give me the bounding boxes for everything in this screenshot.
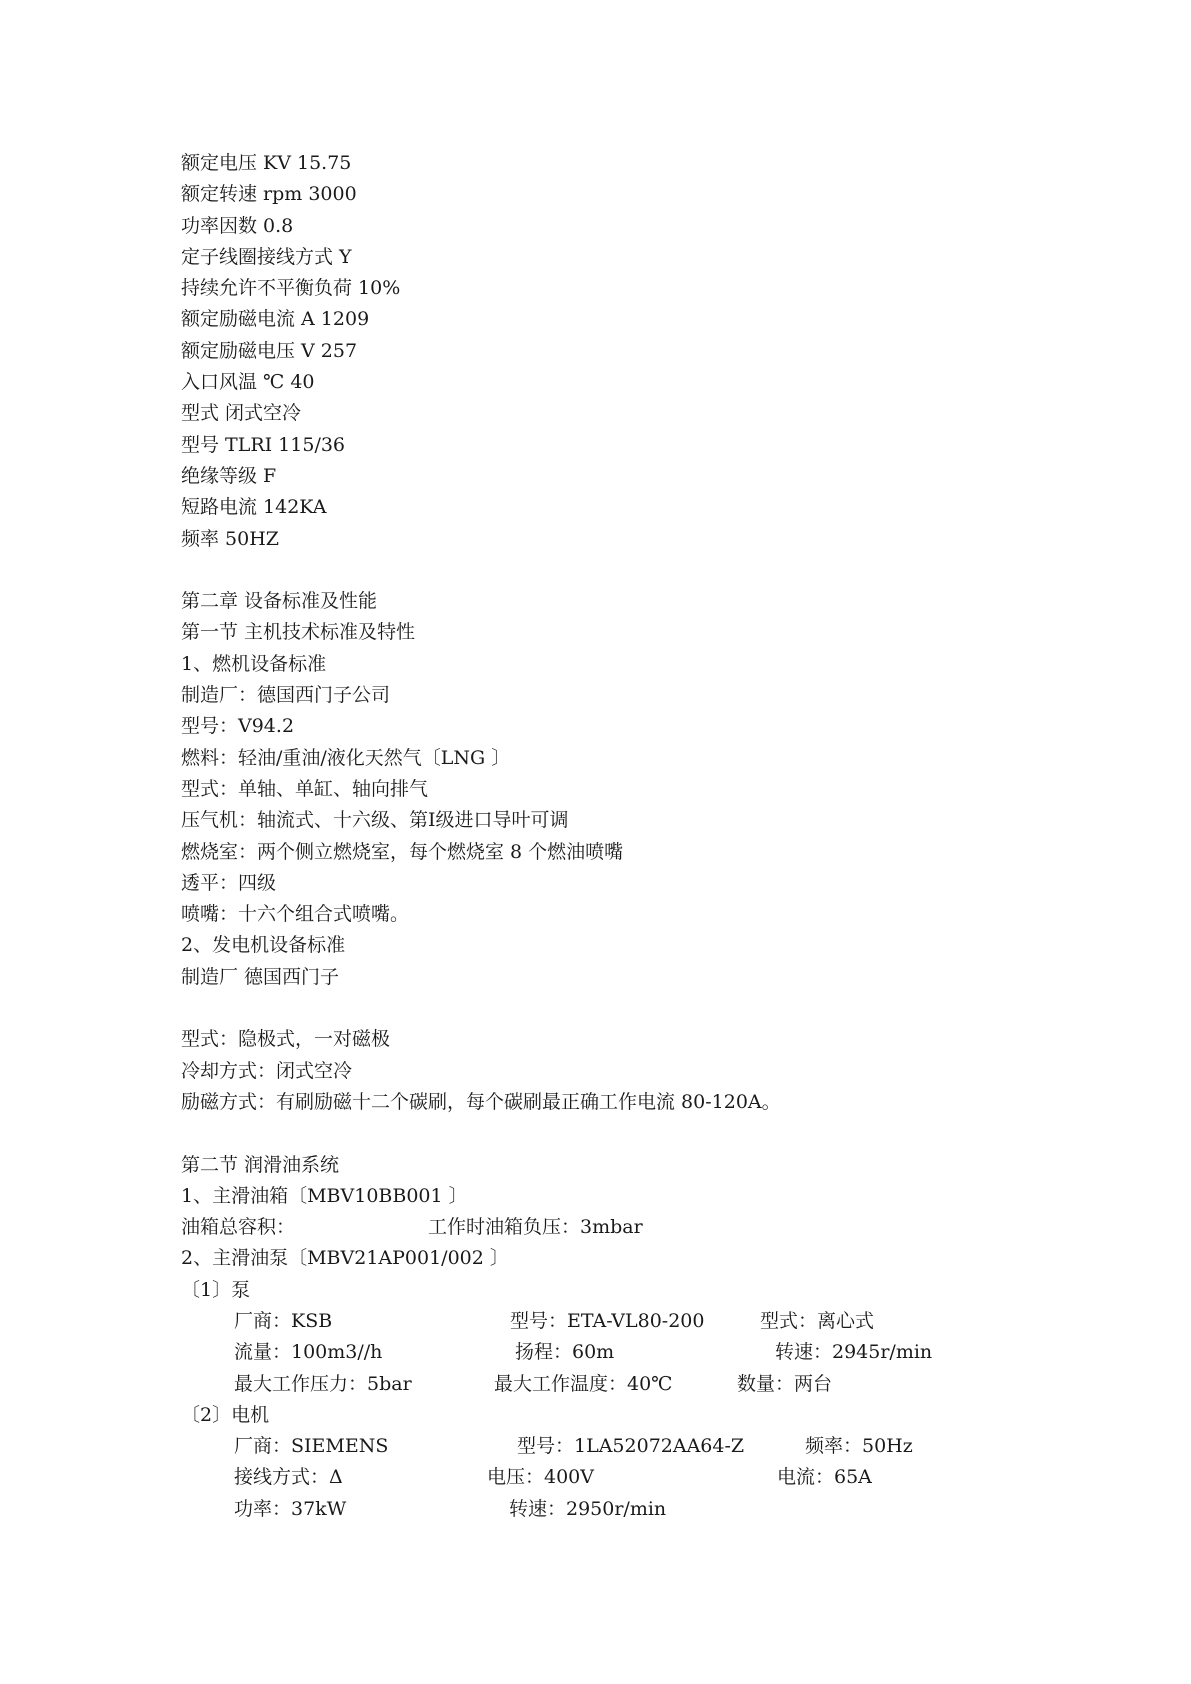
generator-detail-line: 型式：隐极式，一对磁极 <box>181 1028 391 1051</box>
motor-voltage: 电压：400V <box>487 1466 594 1489</box>
motor-power: 功率：37kW <box>234 1497 347 1520</box>
spec-line: 功率因数 0.8 <box>181 214 294 237</box>
turbine-spec-line: 燃料：轻油/重油/液化天然气〔LNG 〕 <box>181 746 511 769</box>
turbine-spec-line: 喷嘴：十六个组合式喷嘴。 <box>181 903 410 926</box>
pump-spec-row <box>181 1306 1081 1337</box>
motor-spec-row <box>181 1431 1081 1462</box>
pump-spec-row <box>181 1369 1081 1400</box>
chapter-title: 第二章 设备标准及性能 <box>181 590 378 613</box>
turbine-spec-list <box>181 680 1081 930</box>
blank-line <box>181 1118 1081 1149</box>
pump-spec-row <box>181 1337 1081 1368</box>
spec-line: 型号 TLRI 115/36 <box>181 433 346 456</box>
motor-subheading: 〔2〕电机 <box>181 1403 270 1426</box>
turbine-spec-line: 透平：四级 <box>181 871 277 894</box>
spec-line: 额定转速 rpm 3000 <box>181 183 357 206</box>
generator-detail-line: 冷却方式：闭式空冷 <box>181 1059 353 1082</box>
generator-heading: 2、发电机设备标准 <box>181 934 346 957</box>
turbine-spec-line: 制造厂：德国西门子公司 <box>181 684 391 707</box>
section-title: 第一节 主机技术标准及特性 <box>181 621 416 644</box>
turbine-spec-line: 压气机：轴流式、十六级、第Ⅰ级进口导叶可调 <box>181 809 569 832</box>
generator-detail-line: 励磁方式：有刷励磁十二个碳刷，每个碳刷最正确工作电流 80-120A。 <box>181 1090 781 1113</box>
document-body <box>181 148 1081 1525</box>
spec-line: 持续允许不平衡负荷 10% <box>181 277 401 300</box>
oil-tank-heading: 1、主滑油箱〔MBV10BB001 〕 <box>181 1184 468 1207</box>
pump-max-temperature: 最大工作温度：40℃ <box>494 1372 673 1395</box>
blank-line <box>181 993 1081 1024</box>
oil-tank-pressure: 工作时油箱负压：3mbar <box>428 1216 643 1239</box>
turbine-spec-line: 型式：单轴、单缸、轴向排气 <box>181 777 429 800</box>
motor-model: 型号：1LA52072AA64-Z <box>517 1435 745 1458</box>
oil-tank-capacity: 油箱总容积： <box>181 1216 296 1239</box>
motor-manufacturer: 厂商：SIEMENS <box>234 1435 389 1458</box>
spec-line: 型式 闭式空冷 <box>181 402 302 425</box>
oil-tank-row <box>181 1212 1081 1243</box>
pump-subheading: 〔1〕泵 <box>181 1278 251 1301</box>
motor-frequency: 频率：50Hz <box>805 1435 913 1458</box>
spec-line: 额定励磁电流 A 1209 <box>181 308 370 331</box>
turbine-spec-line: 燃烧室：两个侧立燃烧室，每个燃烧室 8 个燃油喷嘴 <box>181 840 624 863</box>
pump-speed: 转速：2945r/min <box>775 1341 933 1364</box>
motor-speed: 转速：2950r/min <box>509 1497 667 1520</box>
generator-manufacturer: 制造厂 德国西门子 <box>181 965 340 988</box>
spec-line: 频率 50HZ <box>181 527 279 550</box>
pump-model: 型号：ETA-VL80-200 <box>510 1309 705 1332</box>
spec-line: 短路电流 142KA <box>181 496 327 519</box>
oil-pump-heading: 2、主滑油泵〔MBV21AP001/002 〕 <box>181 1247 509 1270</box>
pump-flow: 流量：100m3//h <box>234 1341 383 1364</box>
turbine-spec-line: 型号：V94.2 <box>181 715 295 738</box>
motor-connection: 接线方式：Δ <box>234 1466 343 1489</box>
spec-line: 定子线圈接线方式 Y <box>181 245 352 268</box>
spec-line: 额定励磁电压 V 257 <box>181 339 358 362</box>
motor-spec-row <box>181 1462 1081 1493</box>
generator-spec-list <box>181 148 1081 555</box>
pump-manufacturer: 厂商：KSB <box>234 1309 333 1332</box>
motor-current: 电流：65A <box>777 1466 872 1489</box>
spec-line: 绝缘等级 F <box>181 464 277 487</box>
spec-line: 入口风温 ℃ 40 <box>181 371 315 394</box>
pump-quantity: 数量：两台 <box>737 1372 833 1395</box>
motor-spec-row <box>181 1494 1081 1525</box>
pump-type: 型式：离心式 <box>760 1309 875 1332</box>
pump-head: 扬程：60m <box>515 1341 615 1364</box>
blank-line <box>181 555 1081 586</box>
spec-line: 额定电压 KV 15.75 <box>181 152 352 174</box>
section-title: 第二节 润滑油系统 <box>181 1153 340 1176</box>
pump-max-pressure: 最大工作压力：5bar <box>234 1372 412 1395</box>
turbine-heading: 1、燃机设备标准 <box>181 652 327 675</box>
generator-detail-list <box>181 1024 1081 1118</box>
